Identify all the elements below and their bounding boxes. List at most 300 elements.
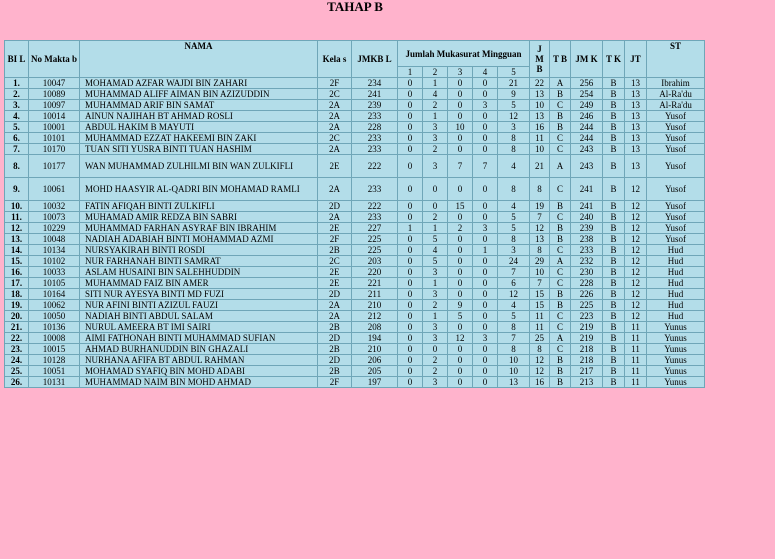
cell-week-5: 4 — [498, 300, 530, 311]
cell-week-2: 0 — [423, 178, 448, 201]
cell-no-maktab: 10051 — [29, 366, 80, 377]
cell-week-3: 0 — [448, 133, 473, 144]
cell-bil: 22. — [5, 333, 29, 344]
cell-jmkbl: 197 — [352, 377, 398, 388]
cell-week-4: 0 — [473, 289, 498, 300]
cell-tb: A — [550, 78, 571, 89]
cell-no-maktab: 10008 — [29, 333, 80, 344]
cell-week-4: 0 — [473, 300, 498, 311]
cell-nama: NURUL AMEERA BT IMI SAIRI — [80, 322, 318, 333]
cell-tb: A — [550, 333, 571, 344]
cell-tk: B — [603, 377, 625, 388]
cell-kelas: 2A — [318, 178, 352, 201]
table-row — [5, 89, 705, 100]
cell-jmb: 10 — [530, 144, 550, 155]
table-row — [5, 311, 705, 322]
cell-week-2: 4 — [423, 89, 448, 100]
cell-week-3: 0 — [448, 366, 473, 377]
cell-week-5: 5 — [498, 100, 530, 111]
cell-jmkbl: 205 — [352, 366, 398, 377]
cell-jmk: 246 — [571, 111, 603, 122]
cell-jmb: 15 — [530, 300, 550, 311]
cell-jt: 12 — [625, 245, 647, 256]
table-row — [5, 366, 705, 377]
header-jmb: J M B — [530, 41, 550, 78]
cell-no-maktab: 10101 — [29, 133, 80, 144]
cell-nama: MUHAMMAD ARIF BIN SAMAT — [80, 100, 318, 111]
cell-jt: 12 — [625, 178, 647, 201]
cell-tb: B — [550, 289, 571, 300]
cell-st: Yusof — [647, 178, 705, 201]
cell-week-2: 2 — [423, 300, 448, 311]
cell-week-3: 15 — [448, 201, 473, 212]
cell-jmk: 213 — [571, 377, 603, 388]
cell-tk: B — [603, 178, 625, 201]
cell-no-maktab: 10177 — [29, 155, 80, 178]
cell-st: Yunus — [647, 322, 705, 333]
cell-no-maktab: 10014 — [29, 111, 80, 122]
cell-st: Yusof — [647, 133, 705, 144]
cell-nama: NURHANA AFIFA BT ABDUL RAHMAN — [80, 355, 318, 366]
cell-nama: MUHAMMAD FAIZ BIN AMER — [80, 278, 318, 289]
cell-week-3: 0 — [448, 111, 473, 122]
cell-jmb: 22 — [530, 78, 550, 89]
cell-week-2: 0 — [423, 344, 448, 355]
cell-tb: C — [550, 311, 571, 322]
header-jmk: JM K — [571, 41, 603, 78]
cell-week-2: 2 — [423, 144, 448, 155]
header-week: 5 — [498, 67, 530, 78]
cell-jmk: 239 — [571, 223, 603, 234]
cell-week-4: 7 — [473, 155, 498, 178]
cell-week-5: 8 — [498, 178, 530, 201]
cell-no-maktab: 10097 — [29, 100, 80, 111]
cell-week-4: 0 — [473, 89, 498, 100]
cell-bil: 5. — [5, 122, 29, 133]
cell-nama: AINUN NAJIHAH BT AHMAD ROSLI — [80, 111, 318, 122]
cell-week-4: 0 — [473, 133, 498, 144]
cell-kelas: 2D — [318, 289, 352, 300]
cell-week-5: 8 — [498, 234, 530, 245]
cell-jmk: 256 — [571, 78, 603, 89]
cell-tb: B — [550, 89, 571, 100]
cell-week-4: 0 — [473, 366, 498, 377]
cell-nama: AIMI FATHONAH BINTI MUHAMMAD SUFIAN — [80, 333, 318, 344]
cell-week-2: 3 — [423, 155, 448, 178]
cell-jmb: 12 — [530, 355, 550, 366]
cell-no-maktab: 10170 — [29, 144, 80, 155]
cell-st: Yunus — [647, 333, 705, 344]
cell-no-maktab: 10001 — [29, 122, 80, 133]
cell-jmkbl: 210 — [352, 300, 398, 311]
cell-week-3: 9 — [448, 300, 473, 311]
cell-jmk: 254 — [571, 89, 603, 100]
cell-week-2: 2 — [423, 355, 448, 366]
cell-jmk: 219 — [571, 333, 603, 344]
cell-kelas: 2F — [318, 377, 352, 388]
cell-bil: 26. — [5, 377, 29, 388]
table-row — [5, 256, 705, 267]
cell-week-4: 0 — [473, 377, 498, 388]
cell-jt: 13 — [625, 89, 647, 100]
header-kelas: Kela s — [318, 41, 352, 78]
cell-jmb: 13 — [530, 89, 550, 100]
cell-kelas: 2E — [318, 278, 352, 289]
table-row — [5, 322, 705, 333]
table-row — [5, 223, 705, 234]
cell-no-maktab: 10128 — [29, 355, 80, 366]
cell-nama: MOHAMAD AZFAR WAJDI BIN ZAHARI — [80, 78, 318, 89]
cell-jmb: 7 — [530, 278, 550, 289]
table-row — [5, 333, 705, 344]
cell-week-3: 0 — [448, 78, 473, 89]
header-week: 3 — [448, 67, 473, 78]
cell-week-2: 2 — [423, 366, 448, 377]
cell-week-3: 0 — [448, 344, 473, 355]
cell-jmk: 226 — [571, 289, 603, 300]
cell-st: Yusof — [647, 212, 705, 223]
cell-jt: 13 — [625, 111, 647, 122]
cell-jmkbl: 239 — [352, 100, 398, 111]
cell-nama: NUR AFINI BINTI AZIZUL FAUZI — [80, 300, 318, 311]
header-week: 2 — [423, 67, 448, 78]
cell-week-1: 0 — [398, 155, 423, 178]
cell-tb: A — [550, 256, 571, 267]
cell-tb: B — [550, 111, 571, 122]
cell-nama: MOHD HAASYIR AL-QADRI BIN MOHAMAD RAMLI — [80, 178, 318, 201]
cell-no-maktab: 10062 — [29, 300, 80, 311]
cell-no-maktab: 10048 — [29, 234, 80, 245]
cell-tk: B — [603, 212, 625, 223]
cell-week-2: 1 — [423, 223, 448, 234]
cell-tk: B — [603, 133, 625, 144]
cell-nama: SITI NUR AYESYA BINTI MD FUZI — [80, 289, 318, 300]
cell-week-1: 0 — [398, 344, 423, 355]
header-jt: JT — [625, 41, 647, 78]
cell-st: Hud — [647, 278, 705, 289]
cell-week-5: 8 — [498, 344, 530, 355]
table-row — [5, 267, 705, 278]
cell-jmk: 241 — [571, 178, 603, 201]
cell-week-4: 0 — [473, 201, 498, 212]
cell-jmb: 12 — [530, 223, 550, 234]
cell-tb: B — [550, 355, 571, 366]
header-st: ST — [647, 41, 705, 78]
cell-week-3: 7 — [448, 155, 473, 178]
cell-bil: 17. — [5, 278, 29, 289]
cell-tk: B — [603, 311, 625, 322]
cell-nama: ABDUL HAKIM B MAYUTI — [80, 122, 318, 133]
cell-week-1: 0 — [398, 377, 423, 388]
cell-tk: B — [603, 256, 625, 267]
cell-jmb: 8 — [530, 245, 550, 256]
cell-week-3: 0 — [448, 267, 473, 278]
cell-tb: C — [550, 344, 571, 355]
cell-week-5: 12 — [498, 289, 530, 300]
table-row — [5, 155, 705, 178]
cell-kelas: 2B — [318, 245, 352, 256]
cell-tb: C — [550, 100, 571, 111]
cell-nama: ASLAM HUSAINI BIN SALEHHUDDIN — [80, 267, 318, 278]
cell-tk: B — [603, 289, 625, 300]
cell-tk: B — [603, 278, 625, 289]
cell-bil: 10. — [5, 201, 29, 212]
cell-tb: B — [550, 223, 571, 234]
cell-kelas: 2D — [318, 201, 352, 212]
cell-no-maktab: 10015 — [29, 344, 80, 355]
cell-st: Hud — [647, 256, 705, 267]
cell-jmk: 243 — [571, 144, 603, 155]
cell-week-2: 1 — [423, 311, 448, 322]
cell-week-2: 3 — [423, 377, 448, 388]
cell-no-maktab: 10134 — [29, 245, 80, 256]
cell-week-1: 0 — [398, 333, 423, 344]
cell-week-2: 3 — [423, 133, 448, 144]
cell-tk: B — [603, 111, 625, 122]
cell-jmkbl: 220 — [352, 267, 398, 278]
cell-week-4: 0 — [473, 344, 498, 355]
cell-week-3: 0 — [448, 377, 473, 388]
cell-st: Yusof — [647, 155, 705, 178]
cell-kelas: 2A — [318, 212, 352, 223]
cell-tk: B — [603, 155, 625, 178]
cell-jmk: 218 — [571, 344, 603, 355]
cell-st: Yusof — [647, 111, 705, 122]
cell-jmk: 249 — [571, 100, 603, 111]
cell-week-1: 0 — [398, 245, 423, 256]
cell-jmb: 11 — [530, 133, 550, 144]
cell-kelas: 2E — [318, 267, 352, 278]
cell-week-4: 0 — [473, 234, 498, 245]
cell-tk: B — [603, 300, 625, 311]
table-row — [5, 133, 705, 144]
cell-st: Yusof — [647, 122, 705, 133]
cell-week-1: 0 — [398, 144, 423, 155]
cell-week-3: 2 — [448, 223, 473, 234]
cell-jt: 13 — [625, 144, 647, 155]
cell-week-1: 0 — [398, 212, 423, 223]
cell-st: Yusof — [647, 201, 705, 212]
cell-week-3: 0 — [448, 355, 473, 366]
cell-tb: C — [550, 245, 571, 256]
cell-no-maktab: 10229 — [29, 223, 80, 234]
table-row — [5, 344, 705, 355]
cell-week-4: 0 — [473, 322, 498, 333]
cell-jmkbl: 212 — [352, 311, 398, 322]
cell-nama: WAN MUHAMMAD ZULHILMI BIN WAN ZULKIFLI — [80, 155, 318, 178]
cell-week-3: 10 — [448, 122, 473, 133]
cell-kelas: 2A — [318, 111, 352, 122]
cell-tb: C — [550, 144, 571, 155]
cell-tb: B — [550, 122, 571, 133]
cell-jmb: 7 — [530, 212, 550, 223]
cell-bil: 21. — [5, 322, 29, 333]
cell-week-1: 0 — [398, 111, 423, 122]
cell-jmkbl: 233 — [352, 144, 398, 155]
cell-jmkbl: 194 — [352, 333, 398, 344]
cell-nama: NADIAH ADABIAH BINTI MOHAMMAD AZMI — [80, 234, 318, 245]
cell-tb: B — [550, 366, 571, 377]
table-row — [5, 377, 705, 388]
cell-st: Hud — [647, 245, 705, 256]
cell-week-4: 3 — [473, 223, 498, 234]
cell-kelas: 2B — [318, 344, 352, 355]
cell-week-3: 0 — [448, 245, 473, 256]
cell-jmk: 232 — [571, 256, 603, 267]
cell-week-2: 5 — [423, 256, 448, 267]
cell-jmb: 8 — [530, 178, 550, 201]
cell-kelas: 2E — [318, 155, 352, 178]
cell-no-maktab: 10050 — [29, 311, 80, 322]
cell-week-4: 0 — [473, 355, 498, 366]
cell-st: Yusof — [647, 223, 705, 234]
cell-week-1: 0 — [398, 100, 423, 111]
cell-jt: 12 — [625, 311, 647, 322]
cell-tb: B — [550, 300, 571, 311]
cell-tk: B — [603, 267, 625, 278]
cell-jt: 11 — [625, 355, 647, 366]
cell-jmb: 19 — [530, 201, 550, 212]
header-nama: NAMA — [80, 41, 318, 78]
cell-tk: B — [603, 223, 625, 234]
cell-jmb: 21 — [530, 155, 550, 178]
cell-jmkbl: 227 — [352, 223, 398, 234]
cell-no-maktab: 10131 — [29, 377, 80, 388]
cell-week-5: 8 — [498, 322, 530, 333]
cell-jmb: 11 — [530, 311, 550, 322]
cell-week-5: 7 — [498, 333, 530, 344]
cell-week-4: 0 — [473, 178, 498, 201]
cell-nama: MUHAMMAD ALIFF AIMAN BIN AZIZUDDIN — [80, 89, 318, 100]
cell-jmk: 243 — [571, 155, 603, 178]
cell-jmb: 12 — [530, 366, 550, 377]
cell-week-1: 0 — [398, 267, 423, 278]
cell-week-3: 0 — [448, 256, 473, 267]
header-bil: BI L — [5, 41, 29, 78]
cell-week-5: 5 — [498, 212, 530, 223]
cell-jmk: 228 — [571, 278, 603, 289]
cell-week-5: 24 — [498, 256, 530, 267]
page-title: TAHAP B — [327, 0, 383, 14]
cell-bil: 3. — [5, 100, 29, 111]
cell-week-4: 0 — [473, 212, 498, 223]
cell-week-5: 21 — [498, 78, 530, 89]
header-jmkbl: JMKB L — [352, 41, 398, 78]
cell-week-4: 0 — [473, 144, 498, 155]
cell-tb: C — [550, 178, 571, 201]
cell-bil: 2. — [5, 89, 29, 100]
cell-jmk: 219 — [571, 322, 603, 333]
header-jumlah-mukasurat: Jumlah Mukasurat Mingguan — [398, 41, 530, 67]
cell-jt: 12 — [625, 289, 647, 300]
cell-week-2: 5 — [423, 234, 448, 245]
table-row — [5, 122, 705, 133]
cell-kelas: 2A — [318, 300, 352, 311]
cell-jmb: 25 — [530, 333, 550, 344]
cell-tk: B — [603, 144, 625, 155]
cell-week-5: 9 — [498, 89, 530, 100]
cell-nama: MUHAMMAD FARHAN ASYRAF BIN IBRAHIM — [80, 223, 318, 234]
cell-jt: 13 — [625, 155, 647, 178]
cell-week-4: 3 — [473, 333, 498, 344]
table-row — [5, 144, 705, 155]
cell-bil: 16. — [5, 267, 29, 278]
cell-bil: 14. — [5, 245, 29, 256]
cell-kelas: 2B — [318, 366, 352, 377]
cell-jt: 13 — [625, 122, 647, 133]
cell-week-5: 12 — [498, 111, 530, 122]
cell-week-3: 0 — [448, 144, 473, 155]
cell-week-4: 0 — [473, 111, 498, 122]
cell-week-3: 12 — [448, 333, 473, 344]
cell-jmk: 241 — [571, 201, 603, 212]
cell-jmkbl: 222 — [352, 201, 398, 212]
cell-week-5: 7 — [498, 267, 530, 278]
cell-nama: NURSYAKIRAH BINTI ROSDI — [80, 245, 318, 256]
cell-st: Hud — [647, 289, 705, 300]
cell-week-2: 1 — [423, 111, 448, 122]
cell-week-1: 0 — [398, 300, 423, 311]
cell-jmkbl: 221 — [352, 278, 398, 289]
cell-st: Yusof — [647, 234, 705, 245]
cell-week-1: 0 — [398, 278, 423, 289]
cell-week-5: 3 — [498, 245, 530, 256]
cell-no-maktab: 10136 — [29, 322, 80, 333]
cell-tb: C — [550, 212, 571, 223]
cell-no-maktab: 10164 — [29, 289, 80, 300]
cell-bil: 20. — [5, 311, 29, 322]
cell-week-3: 0 — [448, 289, 473, 300]
cell-st: Al-Ra'du — [647, 100, 705, 111]
cell-week-4: 0 — [473, 122, 498, 133]
cell-jmkbl: 208 — [352, 322, 398, 333]
cell-week-1: 0 — [398, 256, 423, 267]
cell-week-2: 1 — [423, 78, 448, 89]
cell-week-2: 4 — [423, 245, 448, 256]
cell-st: Yunus — [647, 366, 705, 377]
cell-jmkbl: 233 — [352, 133, 398, 144]
header-week: 1 — [398, 67, 423, 78]
cell-week-5: 4 — [498, 155, 530, 178]
cell-no-maktab: 10105 — [29, 278, 80, 289]
cell-jmkbl: 222 — [352, 155, 398, 178]
cell-week-3: 0 — [448, 322, 473, 333]
cell-week-2: 3 — [423, 122, 448, 133]
cell-week-1: 0 — [398, 322, 423, 333]
cell-week-1: 0 — [398, 133, 423, 144]
cell-jmb: 29 — [530, 256, 550, 267]
cell-week-4: 0 — [473, 278, 498, 289]
cell-week-5: 5 — [498, 311, 530, 322]
cell-no-maktab: 10102 — [29, 256, 80, 267]
cell-bil: 15. — [5, 256, 29, 267]
cell-jmb: 16 — [530, 377, 550, 388]
cell-jmkbl: 206 — [352, 355, 398, 366]
cell-jt: 11 — [625, 377, 647, 388]
table-row — [5, 278, 705, 289]
cell-jmk: 238 — [571, 234, 603, 245]
cell-bil: 19. — [5, 300, 29, 311]
cell-tb: A — [550, 155, 571, 178]
cell-week-5: 8 — [498, 133, 530, 144]
cell-bil: 11. — [5, 212, 29, 223]
cell-nama: TUAN SITI YUSRA BINTI TUAN HASHIM — [80, 144, 318, 155]
cell-bil: 25. — [5, 366, 29, 377]
cell-no-maktab: 10061 — [29, 178, 80, 201]
cell-jt: 11 — [625, 344, 647, 355]
table-row — [5, 300, 705, 311]
cell-week-3: 0 — [448, 100, 473, 111]
